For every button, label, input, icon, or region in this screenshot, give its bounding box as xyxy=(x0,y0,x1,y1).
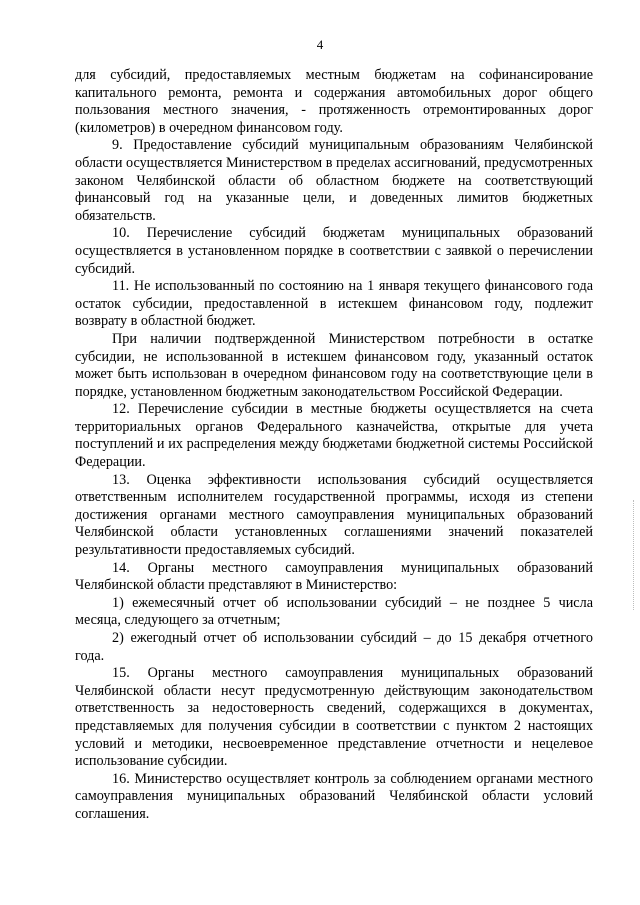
page-number: 4 xyxy=(316,37,324,52)
paragraph-15: 15. Органы местного самоуправления муниципальных образований Челябинской области несут предусмотренную действующим законодательством ответственность за недостоверность сведений, содержащихся в документах, представляемых для получения субсидии в соответствии с пунктом 2 настоящих условий и методики, несвоевременное представление отчетности и нецелевое использование субсидии. xyxy=(75,665,593,770)
paragraph-14-item-1: 1) ежемесячный отчет об использовании субсидий – не позднее 5 числа месяца, следующего за отчетным; xyxy=(75,594,593,629)
paragraph-continuation: для субсидий, предоставляемых местным бюджетам на софинансирование капитального ремонта, ремонта и содержания автомобильных дорог общего пользования местного значения, - протяженность отремонтированных дорог (километров) в очередном финансовом году. xyxy=(75,67,593,136)
paragraph-11: 11. Не использованный по состоянию на 1 января текущего финансового года остаток субсидии, предоставленной в истекшем финансовом году, подлежит возврату в областной бюджет. xyxy=(75,278,593,330)
document-body xyxy=(75,67,593,824)
paragraph-11-remainder: При наличии подтвержденной Министерством потребности в остатке субсидии, не использованной в истекшем финансовом году, указанный остаток может быть использован в очередном финансовом году на соответствующие цели в порядке, установленном бюджетным законодательством Российской Федерации. xyxy=(75,330,593,400)
paragraph-12: 12. Перечисление субсидии в местные бюджеты осуществляется на счета территориальных органов Федерального казначейства, открытые для учета поступлений и их распределения между бюджетами бюджетной системы Российской Федерации. xyxy=(75,401,593,471)
paragraph-14-item-2: 2) ежегодный отчет об использовании субсидий – до 15 декабря отчетного года. xyxy=(75,630,593,664)
paragraph-10: 10. Перечисление субсидий бюджетам муниципальных образований осуществляется в установленном порядке в соответствии с заявкой о перечислении субсидий. xyxy=(75,225,593,277)
paragraph-14: 14. Органы местного самоуправления муниципальных образований Челябинской области представляют в Министерство: xyxy=(75,559,593,594)
scan-edge-mark xyxy=(633,500,638,610)
paragraph-9: 9. Предоставление субсидий муниципальным образованиям Челябинской области осуществляется Министерством в пределах ассигнований, предусмотренных законом Челябинской области об областном бюджете на соответствующий финансовый год на указанные цели, и доведенных лимитов бюджетных обязательств. xyxy=(75,137,593,224)
paragraph-13: 13. Оценка эффективности использования субсидий осуществляется ответственным исполнителем государственной программы, исходя из степени достижения органами местного самоуправления муниципальных образований Челябинской области установленных соглашениями значений показателей результативности предоставляемых субсидий. xyxy=(75,471,593,559)
paragraph-16: 16. Министерство осуществляет контроль за соблюдением органами местного самоуправления муниципальных образований Челябинской области условий соглашения. xyxy=(75,770,593,822)
